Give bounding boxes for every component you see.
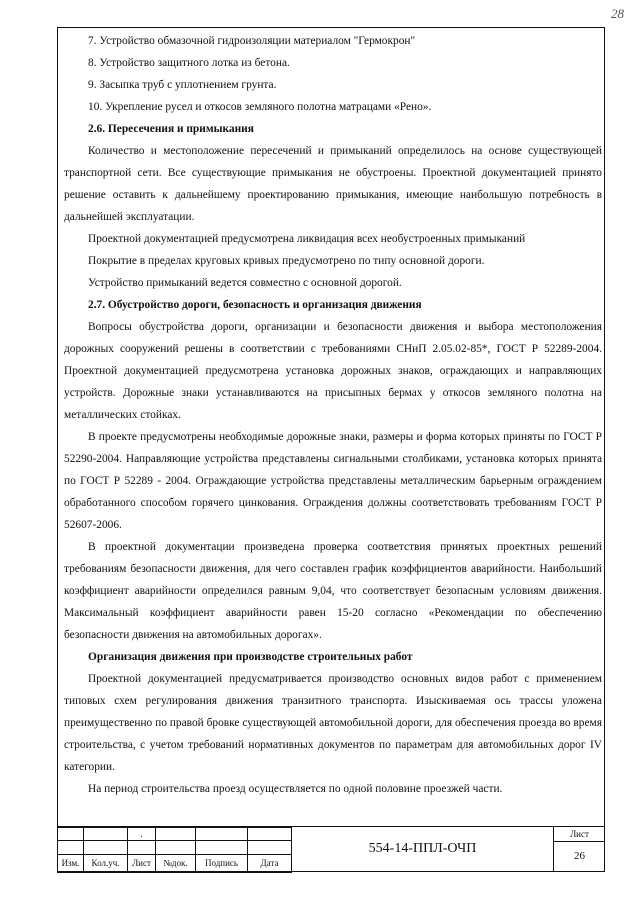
paragraph: Проектной документацией предусматривается производство основных видов работ с применением типовых схем регулирования движения транзитного транспорта. Изыскиваемая ось трассы уложена преимущественно по правой бровке существующей автомобильной дороги, для обеспечения проезда во время строительства, с учетом требований нормативных документов по параметрам для автомобильных дорог IV категории.: [64, 673, 602, 773]
label-kol-uch: Кол.уч.: [84, 854, 128, 872]
document-body: [64, 30, 602, 800]
revision-table: [57, 827, 292, 873]
paragraph: Вопросы обустройства дороги, организации и безопасности движения и выбора местоположения дорожных сооружений решены в соответствии с требованиями СНиП 2.05.02-85*, ГОСТ Р 52289-2004. Проектной документацией предусмотрена установка дорожных знаков, ограждающих и направляющих устройств. Дорожные знаки устанавливаются на присыпных бермах у откосов земляного полотна на металлических стойках.: [64, 321, 602, 421]
sheet-number: 26: [574, 850, 585, 862]
subsection-heading: Организация движения при производстве строительных работ: [88, 651, 413, 663]
section-heading-2-7: 2.7. Обустройство дороги, безопасность и организация движения: [88, 299, 422, 311]
paragraph: Проектной документацией предусмотрена ликвидация всех необустроенных примыканий: [88, 233, 526, 245]
sheet-box: [553, 827, 605, 871]
paragraph: Количество и местоположение пересечений и примыканий определилось на основе существующей транспортной сети. Все существующие примыкания не обустроены. Проектной документацией принято решение оставить к дальнейшему проектированию примыкания, имеющие наибольшую потребность в дальнейшей эксплуатации.: [64, 145, 602, 223]
list-item-10: 10. Укрепление русел и откосов земляного полотна матрацами «Рено».: [88, 101, 432, 113]
sheet-label: Лист: [554, 827, 605, 842]
title-block: [57, 826, 605, 872]
label-podpis: Подпись: [196, 854, 248, 872]
paragraph: В проектной документации произведена проверка соответствия принятых проектных решений требованиям безопасности движения, для чего составлен график коэффициентов аварийности. Наибольший коэффициент аварийности определился равным 9,04, что соответствует безопасным условиям движения. Максимальный коэффициент аварийности равен 15-20 согласно «Рекомендации по обеспечению безопасности движения на автомобильных дорогах».: [64, 541, 602, 641]
label-izm: Изм.: [58, 854, 84, 872]
label-ndok: №док.: [156, 854, 196, 872]
paragraph: В проекте предусмотрены необходимые дорожные знаки, размеры и форма которых приняты по ГОСТ Р 52290-2004. Направляющие устройства представлены сигнальными столбиками, установка которых принята по ГОСТ Р 52289 - 2004. Ограждающие устройства представлены металлическим барьерным ограждением обработанного способом горячего цинкования. Ограждения должны соответствовать требованиям ГОСТ Р 52607-2006.: [64, 431, 602, 531]
label-list: Лист: [128, 854, 156, 872]
section-heading-2-6: 2.6. Пересечения и примыкания: [88, 123, 254, 135]
stamp-dot: .: [128, 828, 156, 841]
list-item-9: 9. Засыпка труб с уплотнением грунта.: [88, 79, 277, 91]
paragraph: На период строительства проезд осуществляется по одной половине проезжей части.: [88, 783, 503, 795]
document-code: 554-14-ППЛ-ОЧП: [291, 827, 553, 871]
list-item-8: 8. Устройство защитного лотка из бетона.: [88, 57, 290, 69]
paragraph: Покрытие в пределах круговых кривых предусмотрено по типу основной дороги.: [88, 255, 485, 267]
list-item-7: 7. Устройство обмазочной гидроизоляции материалом "Гермокрон": [88, 35, 416, 47]
label-data: Дата: [248, 854, 292, 872]
paragraph: Устройство примыканий ведется совместно с основной дорогой.: [88, 277, 402, 289]
handwritten-page-number: 28: [611, 6, 624, 21]
